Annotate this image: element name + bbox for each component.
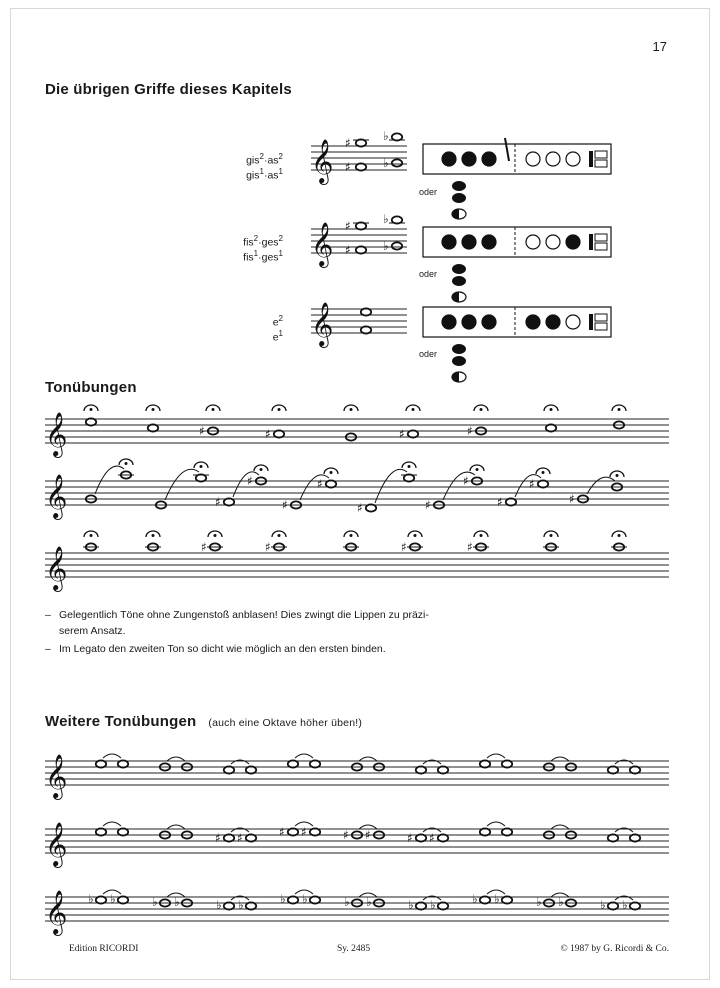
sharp-sign: ♯	[237, 831, 243, 845]
fingering-label-1: $gis^2\cdot as^2$ $gis^1\cdot as^1$	[246, 152, 283, 182]
sharp-sign: ♯	[345, 160, 351, 174]
treble-clef: 𝄞	[311, 302, 334, 346]
whole-note	[630, 834, 640, 841]
whole-note	[288, 828, 298, 835]
closed-hole	[482, 315, 496, 329]
whole-note	[416, 902, 426, 909]
sharp-sign: ♯	[357, 501, 363, 515]
flat-sign: ♭	[430, 898, 436, 912]
closed-hole	[526, 315, 540, 329]
whole-note	[546, 424, 556, 431]
sharp-sign: ♯	[467, 540, 473, 554]
whole-note	[148, 424, 158, 431]
flat-sign: ♭	[383, 212, 389, 226]
sharp-sign: ♯	[215, 831, 221, 845]
fermata-dot	[350, 408, 353, 411]
thumb-hole-closed	[452, 344, 466, 354]
fermata-dot	[408, 465, 411, 468]
fermata-dot	[618, 408, 621, 411]
section-title-more-tone-exercises: Weitere Tonübungen (auch eine Oktave höher üben!)	[45, 713, 363, 730]
whole-note	[224, 834, 234, 841]
whole-note	[246, 902, 256, 909]
fermata-dot	[412, 408, 415, 411]
whole-note	[118, 760, 128, 767]
sharp-sign: ♯	[467, 424, 473, 438]
treble-clef: 𝄞	[45, 822, 68, 866]
whole-note	[366, 504, 376, 511]
whole-note	[480, 760, 490, 767]
whole-note	[288, 760, 298, 767]
key-small	[595, 151, 607, 158]
tie	[359, 757, 377, 761]
whole-note	[630, 766, 640, 773]
whole-note	[392, 159, 402, 166]
tie	[487, 822, 505, 826]
fermata-dot	[480, 534, 483, 537]
fermata-dot	[278, 534, 281, 537]
tie	[167, 757, 185, 761]
whole-note	[438, 766, 448, 773]
sharp-sign: ♯	[301, 825, 307, 839]
treble-clef: 𝄞	[311, 222, 334, 266]
treble-clef: 𝄞	[45, 474, 68, 518]
thumb-hole-closed	[452, 181, 466, 191]
closed-hole	[462, 315, 476, 329]
sharp-sign: ♯	[317, 477, 323, 491]
tie	[551, 757, 569, 761]
sharp-sign: ♯	[247, 474, 253, 488]
sharp-sign: ♯	[279, 825, 285, 839]
whole-note	[502, 760, 512, 767]
thumb-hole-closed	[452, 264, 466, 274]
whole-note	[356, 163, 366, 170]
whole-note	[506, 498, 516, 505]
treble-clef: 𝄞	[45, 890, 68, 934]
music-page	[10, 8, 710, 980]
key-bar	[589, 314, 593, 330]
whole-note	[246, 766, 256, 773]
sharp-sign: ♯	[407, 831, 413, 845]
whole-note	[361, 326, 371, 333]
tie	[103, 822, 121, 826]
closed-hole	[462, 152, 476, 166]
key-small	[595, 323, 607, 330]
whole-note	[480, 828, 490, 835]
flat-sign: ♭	[472, 892, 478, 906]
closed-hole	[566, 235, 580, 249]
tie	[295, 754, 313, 758]
key-small	[595, 160, 607, 167]
alt-fingering-label-2: oder	[419, 269, 438, 279]
sharp-sign: ♯	[343, 828, 349, 842]
open-hole	[566, 152, 580, 166]
tie	[551, 825, 569, 829]
whole-note	[538, 480, 548, 487]
whole-note	[438, 902, 448, 909]
key-bar	[589, 234, 593, 250]
flat-sign: ♭	[216, 898, 222, 912]
thumb-hole-closed	[452, 193, 466, 203]
flat-sign: ♭	[494, 892, 500, 906]
sharp-sign: ♯	[497, 495, 503, 509]
flat-sign: ♭	[88, 892, 94, 906]
alt-fingering-label-1: oder	[419, 187, 438, 197]
fermata-dot	[212, 408, 215, 411]
treble-clef: 𝄞	[45, 412, 68, 456]
closed-hole	[482, 152, 496, 166]
fermata-dot	[90, 534, 93, 537]
break-mark	[505, 138, 509, 161]
sharp-sign: ♯	[429, 831, 435, 845]
whole-note	[408, 430, 418, 437]
sharp-sign: ♯	[345, 136, 351, 150]
closed-hole	[442, 315, 456, 329]
fermata-dot	[550, 408, 553, 411]
whole-note	[274, 430, 284, 437]
flat-sign: ♭	[383, 156, 389, 170]
sharp-sign: ♯	[201, 540, 207, 554]
whole-note	[356, 246, 366, 253]
slur	[587, 477, 615, 494]
flat-sign: ♭	[536, 895, 542, 909]
whole-note	[608, 834, 618, 841]
whole-note	[86, 418, 96, 425]
whole-note	[310, 828, 320, 835]
fermata-dot	[414, 534, 417, 537]
fermata-dot	[278, 408, 281, 411]
whole-note	[310, 896, 320, 903]
fermata-dot	[214, 534, 217, 537]
whole-note	[118, 828, 128, 835]
treble-clef: 𝄞	[311, 139, 334, 183]
whole-note	[392, 242, 402, 249]
fermata-dot	[618, 534, 621, 537]
sharp-sign: ♯	[265, 427, 271, 441]
fingering-label-2: fis$^2$·ges$^2$ fis$^1$·ges$^1$	[243, 234, 283, 264]
section-title-fingerings: Die übrigen Griffe dieses Kapitels	[45, 81, 292, 98]
whole-note	[224, 766, 234, 773]
whole-note	[246, 834, 256, 841]
fermata-dot	[152, 534, 155, 537]
whole-note	[96, 760, 106, 767]
open-hole	[566, 315, 580, 329]
octave-note: (auch eine Oktave höher üben!)	[208, 717, 363, 729]
sharp-sign: ♯	[345, 219, 351, 233]
sharp-sign: ♯	[199, 424, 205, 438]
closed-hole	[482, 235, 496, 249]
whole-note	[288, 896, 298, 903]
key-small	[595, 243, 607, 250]
fermata-dot	[616, 474, 619, 477]
treble-clef: 𝄞	[45, 546, 68, 590]
slur	[375, 469, 407, 503]
whole-note	[480, 896, 490, 903]
open-hole	[526, 152, 540, 166]
whole-note	[438, 834, 448, 841]
flat-sign: ♭	[383, 129, 389, 143]
closed-hole	[442, 235, 456, 249]
tie	[487, 754, 505, 758]
key-small	[595, 234, 607, 241]
treble-clef: 𝄞	[45, 754, 68, 798]
thumb-hole-closed	[452, 356, 466, 366]
sharp-sign: ♯	[345, 243, 351, 257]
slur	[515, 475, 541, 497]
flat-sign: ♭	[366, 895, 372, 909]
flat-sign: ♭	[558, 895, 564, 909]
whole-note	[416, 834, 426, 841]
sharp-sign: ♯	[425, 498, 431, 512]
flat-sign: ♭	[152, 895, 158, 909]
section-title-tone-exercises: Tonübungen	[45, 379, 137, 396]
fingering-label-3: $e^2$ $e^1$	[272, 314, 283, 344]
slur	[165, 469, 199, 500]
open-hole	[526, 235, 540, 249]
fermata-dot	[152, 408, 155, 411]
fermata-dot	[90, 408, 93, 411]
whole-note	[326, 480, 336, 487]
flat-sign: ♭	[174, 895, 180, 909]
whole-note	[96, 896, 106, 903]
sharp-sign: ♯	[401, 540, 407, 554]
music-notation	[11, 9, 711, 981]
sharp-sign: ♯	[282, 498, 288, 512]
sharp-sign: ♯	[399, 427, 405, 441]
whole-note	[224, 902, 234, 909]
whole-note	[361, 308, 371, 315]
fermata-dot	[125, 462, 128, 465]
flat-sign: ♭	[238, 898, 244, 912]
fermata-dot	[330, 471, 333, 474]
open-hole	[546, 235, 560, 249]
footer-copyright: © 1987 by G. Ricordi & Co.	[560, 944, 669, 954]
sharp-sign: ♯	[529, 477, 535, 491]
fermata-dot	[350, 534, 353, 537]
tie	[167, 825, 185, 829]
open-hole	[546, 152, 560, 166]
whole-note	[630, 902, 640, 909]
tie	[103, 754, 121, 758]
flat-sign: ♭	[302, 892, 308, 906]
key-bar	[589, 151, 593, 167]
closed-hole	[442, 152, 456, 166]
whole-note	[310, 760, 320, 767]
whole-note	[608, 902, 618, 909]
page-number: 17	[652, 39, 667, 54]
sharp-sign: ♯	[569, 492, 575, 506]
flat-sign: ♭	[600, 898, 606, 912]
sharp-sign: ♯	[215, 495, 221, 509]
whole-note	[502, 828, 512, 835]
fermata-dot	[200, 465, 203, 468]
whole-note	[96, 828, 106, 835]
instruction-1: – Gelegentlich Töne ohne Zungenstoß anblasen! Dies zwingt die Lippen zu präzi- serem Ansatz.	[45, 609, 429, 638]
flat-sign: ♭	[622, 898, 628, 912]
slur	[443, 472, 475, 500]
key-small	[595, 314, 607, 321]
fermata-dot	[550, 534, 553, 537]
sharp-sign: ♯	[463, 474, 469, 488]
slur	[95, 466, 124, 494]
sharp-sign: ♯	[265, 540, 271, 554]
footer-catalog-number: Sy. 2485	[337, 944, 371, 954]
whole-note	[118, 896, 128, 903]
fermata-dot	[476, 468, 479, 471]
closed-hole	[462, 235, 476, 249]
sharp-sign: ♯	[365, 828, 371, 842]
fermata-dot	[480, 408, 483, 411]
flat-sign: ♭	[280, 892, 286, 906]
whole-note	[502, 896, 512, 903]
footer-publisher: Edition RICORDI	[69, 944, 139, 954]
whole-note	[608, 766, 618, 773]
flat-sign: ♭	[344, 895, 350, 909]
alt-fingering-label-3: oder	[419, 349, 438, 359]
thumb-hole-closed	[452, 276, 466, 286]
whole-note	[416, 766, 426, 773]
flat-sign: ♭	[383, 239, 389, 253]
flat-sign: ♭	[408, 898, 414, 912]
closed-hole	[546, 315, 560, 329]
instruction-2: – Im Legato den zweiten Ton so dicht wie möglich an den ersten binden.	[45, 643, 386, 655]
fermata-dot	[542, 471, 545, 474]
fermata-dot	[260, 468, 263, 471]
whole-note	[224, 498, 234, 505]
flat-sign: ♭	[110, 892, 116, 906]
